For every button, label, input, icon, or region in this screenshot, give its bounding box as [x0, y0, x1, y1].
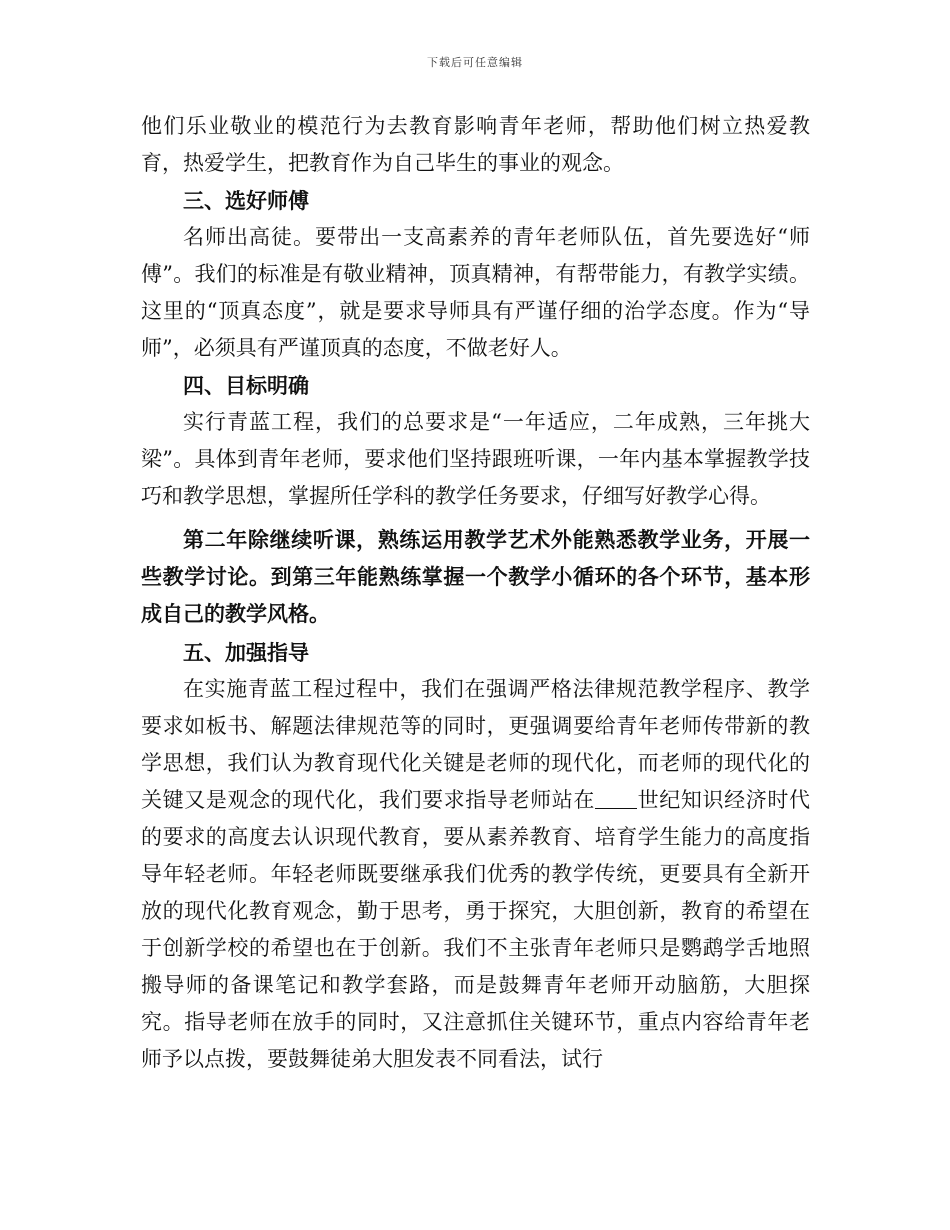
paragraph-bold-second-year: 第二年除继续听课，熟练运用教学艺术外能熟悉教学业务，开展一些教学讨论。到第三年能熟练掌握一个教学小循环的各个环节，基本形成自己的教学风格。 [141, 527, 810, 626]
paragraph-text-part-1: 在实施青蓝工程过程中，我们在强调严格法律规范教学程序、教学要求如板书、解题法律规范等的同时，更强调要给青年老师传带新的教学思想，我们认为教育现代化关键是老师的现代化，而老师的现代化的关键又是观念的现代化，我们要求指导老师站在 [141, 677, 810, 812]
section-heading-3: 三、选好师傅 [183, 188, 309, 213]
fill-in-blank [595, 788, 637, 809]
paragraph-continuation: 他们乐业敬业的模范行为去教育影响青年老师，帮助他们树立热爱教育，热爱学生，把教育作为自己毕生的事业的观念。 [141, 114, 810, 175]
paragraph-strengthen-guidance [141, 671, 810, 1078]
paragraph-clear-goals: 实行青蓝工程，我们的总要求是“一年适应，二年成熟，三年挑大梁”。具体到青年老师，要求他们坚持跟班听课，一年内基本掌握教学技巧和教学思想，掌握所任学科的教学任务要求，仔细写好教学心得。 [141, 410, 810, 508]
paragraph-select-mentor: 名师出高徒。要带出一支高素养的青年老师队伍，首先要选好“师傅”。我们的标准是有敬业精神，顶真精神，有帮带能力，有教学实绩。这里的“顶真态度”，就是要求导师具有严谨仔细的治学态度。作为“导师”，必须具有严谨顶真的态度，不做老好人。 [141, 225, 810, 360]
paragraph-text-part-2: 世纪知识经济时代的要求的高度去认识现代教育，要从素养教育、培育学生能力的高度指导年轻老师。年轻老师既要继承我们优秀的教学传统，更要具有全新开放的现代化教育观念，勤于思考，勇于探究，大胆创新，教育的希望在于创新学校的希望也在于创新。我们不主张青年老师只是鹦鹉学舌地照搬导师的备课笔记和教学套路，而是鼓舞青年老师开动脑筋，大胆探究。指导老师在放手的同时，又注意抓住关键环节，重点内容给青年老师予以点拨，要鼓舞徒弟大胆发表不同看法，试行 [141, 788, 811, 1071]
page-header: 下载后可任意编辑 [427, 56, 523, 69]
section-heading-4: 四、目标明确 [183, 373, 309, 398]
document-body [141, 108, 810, 1078]
section-heading-5: 五、加强指导 [183, 640, 309, 665]
